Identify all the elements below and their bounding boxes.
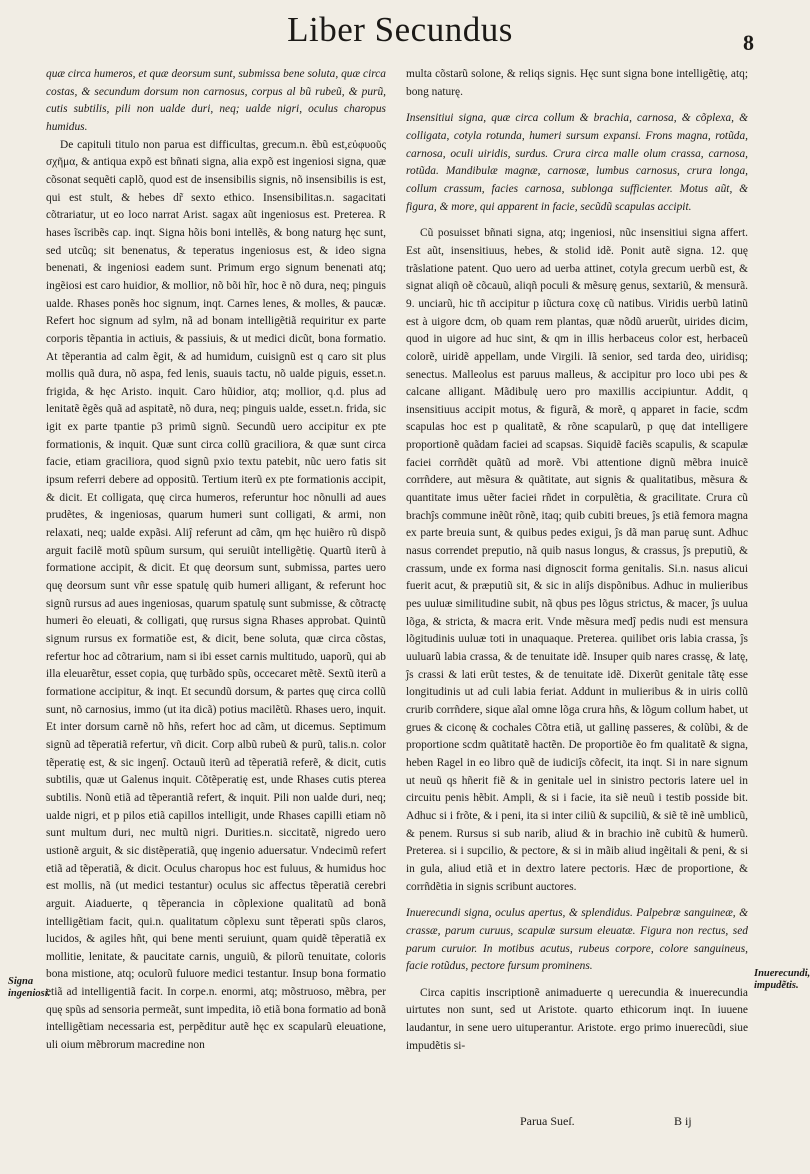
right-paragraph-4: Inuerecundi signa, oculus apertus, & splendidus. Palpebræ sanguineæ, & crassæ, parum curuus, scapulæ sursum eleuatæ. Figura non rectus, sed parum curuior. In motibus acutus, rubeus corpore, colore sanguineus, facie rotũdus, pectore fursum prominens. bbox=[406, 907, 748, 973]
right-paragraph-2: Insensitiui signa, quæ circa collum & brachia, carnosa, & cõplexa, & colligata, cotyla rotunda, humeri sursum expansi. Frons magna, rotũda, carnosa, oculi uiridis, surdus. Crura circa malle olum crassa, carnosa, rotũda. Mandibulæ magnæ, carnosæ, lumbus carnosus, crura longa, collum crassum, facies carnosa, sublonga sufficienter. Motus aũt, & figura, & more, qui apparent in facie, secũdũ scapulas accipit. bbox=[406, 112, 748, 213]
signature-mark: B ĳ bbox=[674, 1114, 692, 1128]
right-column bbox=[406, 66, 748, 1055]
right-paragraph-1: multa cõstarũ solone, & reliqs signis. Hęc sunt signa bone intelligẽtię, atq; bong naturę. bbox=[406, 68, 748, 98]
left-column bbox=[46, 66, 386, 1055]
running-title: Liber Secundus bbox=[287, 10, 513, 49]
left-paragraph-1: quæ circa humeros, et quæ deorsum sunt, submissa bene soluta, quæ circa costas, & secundum dorsum non carnosus, corpus al bũ rubeũ, & purũ, cutis subtilis, pili non ualde duri, neq; ualde nigri, oculus charopus humidus. bbox=[46, 68, 386, 133]
margin-note-right: Inuerecundi, impudẽtis. bbox=[754, 968, 810, 991]
margin-note-left: Signa ingeniosi. bbox=[8, 976, 51, 999]
catchword: Parua Sueſ. bbox=[520, 1114, 575, 1128]
right-paragraph-3: Cũ posuisset bñnati signa, atq; ingeniosi, nũc insensitiui signa affert. Est aũt, insensitiuus, hebes, & stolid idẽ. Ponit autẽ signa. 12. quę trãslatione patent. Quo uero ad uerba attinet, cotyla grecum uerbũ est, & signat aliqñ oẽ cõcauũ, aliqñ poculi & mẽsurę genus, sextariũ, & mensurã. 9. unciarũ, hic tñ accipitur p iũctura coxę cũ natibus. Viridis uerbũ latinũ est à uigore dcm, ob quam rem plantas, quæ nõdũ aruerũt, uirides dicim, quod in uigore ad huc sint, & qm in illis herbaceus color est, herbaceũ colorẽ, uiridẽ appellam, unde Virgili. Iã senior, sed tarda deo, uiridisq; senectus. Malleolus est paruus malleus, & accipitur pro loco ubi pes & calcane alligant. Mãdibulę uero pro maxillis accipiuntur. Addit, q insensitiuus accipit motus, & figurã, & morẽ, q apparet in facie, scdm scapulas hoc est p qualitatẽ, & rõne scapularũ, p quę dat intelligere proportionẽ quãdam faciei ad scapsas. Siquidẽ faciẽs scapulis, & scapulæ faciei corrñdẽt quãtũ ad morẽ. Vbi attentione dignũ mẽbra inuicẽ corrñdere, aut mẽsura & quãtitate, aut signis & qualitatibus, mẽsura & quantitate imus uẽter faciei rñdet in corpulẽtia, & gracilitate. Crura cũ brachĵs commune inẽũt rõnẽ, itaq; quib cubiti breues, ĵs etiã femora magna ex parte breuia sunt, & quibus pedes exigui, ĵs dã man paruę sunt. Adhuc nasus correndet preputio, nã quib nasus longus, & crassus, ĵs preputiũ, & crassum, unde ex forma nasi dignoscit forma genitalis. Si.n. nasus alicui fuerit acut, & præputiũ sit, & sic in aliĵs dispõnibus. Adhuc in mulieribus pes uuluæ similitudine subit, nã qbus pes lõgus strictus, & macer, ĵs uulua lõga, & stricta, & macra erit. Vnde mẽsura medĵ pedis nudi est mensura lõgitudinis uuluæ toti in unaquaque. Preterea. quilibet oris labia crassa, ĵs uuluarũ labia crassa, & de tenuitate idẽ. Insuper quib nares crassę, & latę, ĵs crassi & lati erũt testes, & de tenuitate idẽ. Dixerũt genitale tãtę esse longitudinis ut ad culi labia feriat. Addunt in mulieribus & in uiris collũ crurib corrñdere, sique aĩal omne lõga crura hñs, & lõgum collum habet, ut grues & ciconę & cochales Cõtra etiã, ut gallinę passeres, & colũbi, & de proportione scdm quãtitatẽ hactẽn. De proportiõe ẽo fm qualitatẽ & signa, heben Ragel in eo libro quẽ de iudiciĵs cõfecit, ita inqt. Si in nare signum ut neuũ qs hñerit fiẽ & in genitale uel in sinistro pectoris latere uel in circuitu penis hẽbit. Ampli, & si i facie, ita siẽ neuũ i testib posside bit. Adhuc si i frõte, & i peni, ita si inter ciliũ & supciliũ, & siẽ tẽ inẽ umblicũ, & penem. Rursus si sub narib, aliud & in brachio inẽ cubitũ & humerũ. Pretereа. si i supcilio, & pectore, & si in mãib aliud ingẽitali & peni, & si in gula, aliud etiã et in dextro latere pectoris. Hæc de proportione, & corrñdẽtia in signis scribunt auctores. bbox=[406, 227, 748, 893]
right-paragraph-5: Circa capitis inscriptionẽ animaduerte q uerecundia & inuerecundia uirtutes non sunt, sed ut Aristote. quarto ethicorum inqt. In iuuene laudantur, in sene uero uituperantur. Aristote. ergo primo inuerecũdi, siue impudẽtis si- bbox=[406, 986, 748, 1052]
folio-number: 8 bbox=[743, 30, 754, 55]
left-paragraph-2: De capituli titulo non parua est difficultas, grecum.n. ẽbũ est,εὐφυοῦς σχῆμα, & antiqua expõ est bñnati signa, alia expõ est ingeniosi signa, quæ cõsonat sequẽti caplõ, quod est de insensibilis signis, nõ insensibilis is est, qui est stult, & hebes dr̃ sexto ethico. Insensibilitas.n. sagacitati cõtrariatur, ut eo loco narrat Arist. sagax aũt ingeniosus est. Preterea. R hases ĩscribẽs cap. inqt. Signa hõis boni intellẽs, & bong naturg hęc sunt, sed utcũq; sit benenatus, & teperatus ingeniosus est, & ideo signa benenati, & ingeniosi eadem sunt. Primum ergo signum benenati atq; ingẽiosi est caro huidior, & mollior, nõ bõi hĩr, hoc ẽ nõ dura, neq; pinguis ualde. Rhases ponẽs hoc signum, inqt. Carnes lenes, & molles, & paucæ. Refert hoc signum ad sylm, nã ad bonam intelligẽtiã requiritur ex parte corporis tẽpantia in actiuis, & passiuis, & ut medici dicũt, bona formatio. At tẽperantia ad calm ẽgit, & ad humidum, cuisignũ est q caro sit plus mollis quã dura, nõ aspa, fed lenis, suauis tactu, nõ ualde piguis, esset.n. frigida, & hęc Aristo. inquit. Caro hũidior, atq; mollior, q.d. plus ad lenitatẽ ẽgẽs quã ad aspitatẽ, nõ dura, neq; pinguis ualde, esset.n. frida, sic igit ex parte tpantie p3 primũ signũ. Secundũ uero accipitur ex pte formationis, & inquit. Quæ sunt circa collũ graciliora, & quæ sunt circa facie, etiam graciliora, quod signũ pxio textu patebit, nũc uero fatis sit ipsum referri debere ad oppositũ. Tertium iterũ ex pte formationis accipit, & dicit. Et colligata, quę circa humeros, referuntur hoc nõnulli ad aues prudẽtes, & ingeniosas, quarum humeri sunt colligati, & armi, non relaxati, neq; ualde expãsi. Aliĵ referunt ad cãm, qm hęc huiẽro rũ dispõ arguit facilẽ motũ spũum sursum, qui seruiũt intelligẽtię. Quartũ iterũ à formatione accipit, & dicit. Et quę deorsum sunt, submissa, partes uero quę deorsum sunt vñr esse spatulę quib humeri alligant, & referunt hoc signũ rursus ad aues ingeniosas, quarum spatulę sunt submisse, & cõtractę humeri ẽo eleuati, & colligati, quę rursus signa Rhases approbat. Quintũ signum rursus ex formatiõe est, & dicit, bene soluta, quæ circa cõstas, refertur hoc ad cõtrarium, nam si ibi esset carnis multitudo, uaporũ, qui ab illa eleuarẽtur, esset copia, quę turbãdo spũs, occecaret mẽtẽ. Sextũ iterũ a formatione accipitur, & inqt. Et secundũ dorsum, & partes quę circa collũ sunt, nõ carnosius, immo (ut ita dicã) potius macilẽtũ. Rhases uero, inquit. Et inter dorsum carnẽ nõ hñs, refert hoc ad cãm, ut dicemus. Septimum signũ ad tẽperatiã refertur, vñ dicit. Corp albũ rubeũ & purũ, talis.n. color tẽperatię est, & sic ingenĵ. Octauũ iterũ ad tẽperatiã referẽ, & dicit, cutis subtilis, quæ ut Galenus inquit. Cõtẽperatię est, unde Rhases cutis pterea subtilis. Nonũ etiã ad tẽperantiã refert, & inquit. Pili non ualde duri, neq; ualde nigri, et p pilos etiã capillos intelligit, unde Rhases capilli etiam nõ sunt multum duri, nec multũ nigri. Durities.n. siccitatẽ, nigredo uero ustionẽ arguit, & sic distẽperatiã, quę ingenio aduersatur. Vndecimũ refert etiã ad tẽperatiã, & dicit. Oculus charopus hoc est fuluus, & humidus hoc est mollis, nã (ut medici testantur) oculus sic affectus tẽperatiã cerebri arguit. Aiaduerte, q tẽperancia in cõplexione qualitatũ ad bonã intelligẽtiam facit, qui.n. qualitatum cõplexu sunt tẽperati spũs claros, lucidos, & agiles hñt, qui bene menti seruiunt, quam quidẽ tẽperatiã ex mollitie, lenitate, & paucitate carnis, unguiũ, & pilorũ tenuitate, coloris bona mistione, atq; oculorũ fuluore medici testantur. Insup bona formatio etiã ad intelligentiã facit. In corpe.n. enormi, atq; mõstruoso, mẽbra, per quę spũs ad sensoria permeãt, sunt impedita, iõ etiã bona formatio ad bonã intelligẽtiam necessaria est, perpẽditur autẽ hęc ex scapularũ eleuatione, uli oium mẽbrorum macredine non bbox=[46, 138, 386, 1052]
